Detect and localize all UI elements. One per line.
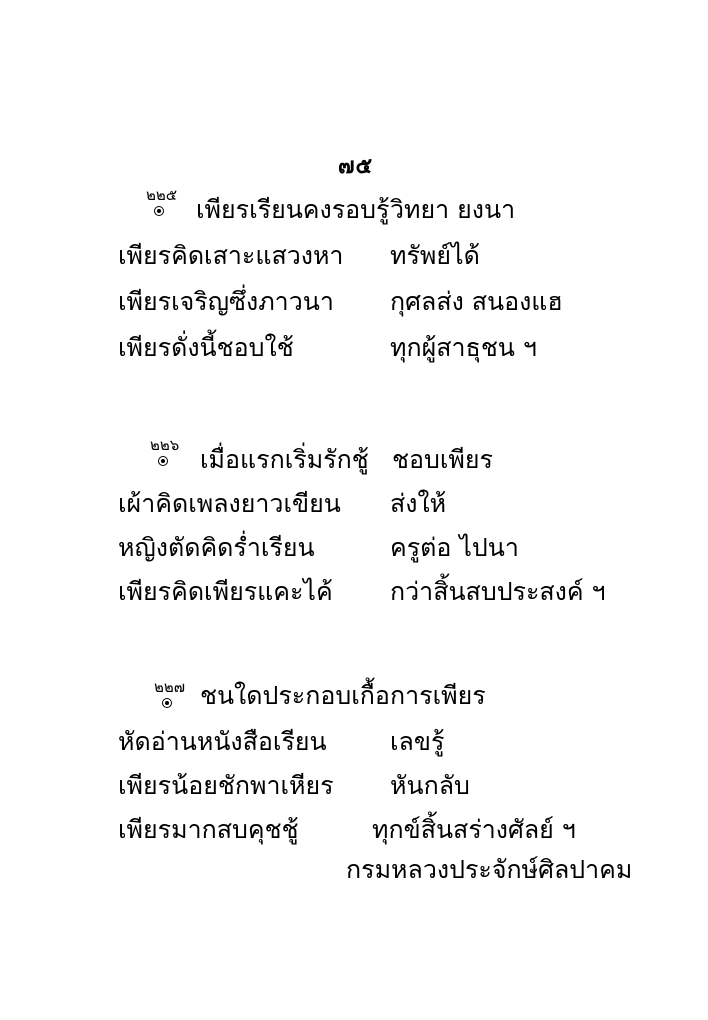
stanza-number: ๒๒๕ <box>146 186 177 222</box>
verse-first-half: หัดอ่านหนังสือเรียน <box>118 727 327 756</box>
verse-second-half: ทุกข์สิ้นสร่างศัลย์ ฯ <box>372 815 576 844</box>
verse-second-half: ชอบเพียร <box>392 445 493 474</box>
verse-second-half: กว่าสิ้นสบประสงค์ ฯ <box>390 577 606 606</box>
verse-first-half: หญิงตัดคิดร่ำเรียน <box>118 533 315 562</box>
verse-second-half: ส่งให้ <box>390 489 447 518</box>
verse-first-half: เพียรคิดเพียรแคะไค้ <box>118 577 333 606</box>
circle-bullet-icon <box>158 456 168 466</box>
verse-second-half: หันกลับ <box>390 771 470 800</box>
verse-first-half: เผ้าคิดเพลงยาวเขียน <box>118 489 341 518</box>
verse-first-half: เมื่อแรกเริ่มรักชู้ <box>200 445 369 474</box>
circle-bullet-icon <box>154 206 164 216</box>
verse-first-half: เพียรเจริญซึ่งภาวนา <box>118 287 334 316</box>
stanza-number: ๒๒๖ <box>150 436 179 472</box>
verse-second-half: วิทยา ยงนา <box>390 195 516 224</box>
circle-bullet-icon <box>162 698 172 708</box>
verse-second-half: กุศลส่ง สนองแฮ <box>390 287 563 316</box>
page-number: ๗๕ <box>338 153 374 179</box>
verse-first-half: เพียรน้อยชักพาเหียร <box>118 771 334 800</box>
verse-second-half: การเพียร <box>390 681 486 710</box>
author-attribution: กรมหลวงประจักษ์ศิลปาคม <box>346 855 633 884</box>
verse-first-half: เพียรคิดเสาะแสวงหา <box>118 241 344 270</box>
verse-first-half: ชนใดประกอบเกื้อ <box>200 681 390 710</box>
verse-second-half: ครูต่อ ไปนา <box>390 533 519 562</box>
verse-first-half: เพียรมากสบคุชชู้ <box>118 815 299 844</box>
verse-second-half: ทุกผู้สาธุชน ฯ <box>390 333 537 362</box>
verse-second-half: ทรัพย์ได้ <box>390 241 480 270</box>
verse-first-half: เพียรดั่งนี้ชอบใช้ <box>118 333 294 362</box>
verse-second-half: เลขรู้ <box>390 727 445 756</box>
verse-first-half: เพียรเรียนคงรอบรู้ <box>196 195 390 224</box>
stanza-number: ๒๒๗ <box>154 678 185 714</box>
